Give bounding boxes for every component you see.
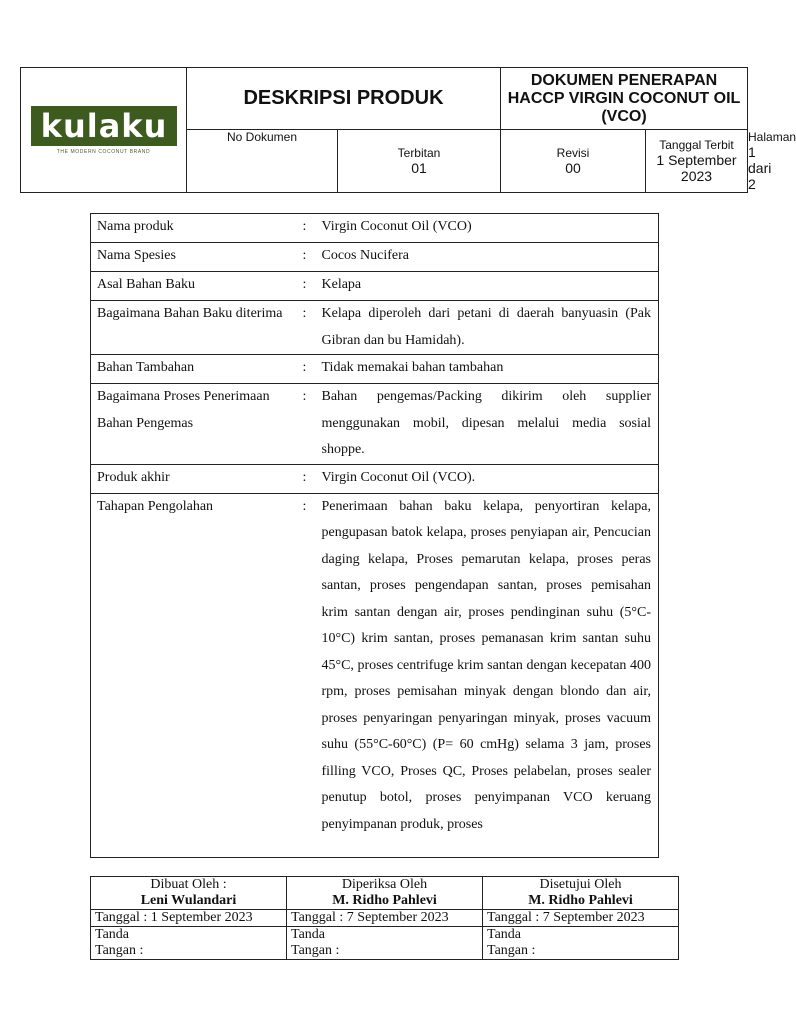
terbitan-cell bbox=[338, 130, 501, 193]
row-value: Bahan pengemas/Packing dikirim oleh supplier menggunakan mobil, dipesan melalui media sosial shoppe. bbox=[322, 384, 659, 465]
row-colon: : bbox=[303, 493, 322, 857]
diperiksa-label: Diperiksa Oleh bbox=[341, 877, 428, 892]
diperiksa-signature-cell bbox=[287, 927, 483, 960]
row-value: Tidak memakai bahan tambahan bbox=[322, 355, 659, 384]
row-label: Bagaimana Proses Penerimaan Bahan Pengemas bbox=[91, 384, 303, 465]
table-row bbox=[91, 464, 659, 493]
tangan-label: Tangan : bbox=[487, 943, 536, 958]
disetujui-name: M. Ridho Pahlevi bbox=[528, 893, 633, 908]
row-label: Asal Bahan Baku bbox=[91, 272, 303, 301]
logo-brand-text: kulaku bbox=[40, 106, 167, 145]
row-label: Nama Spesies bbox=[91, 243, 303, 272]
row-label: Produk akhir bbox=[91, 464, 303, 493]
row-colon: : bbox=[303, 464, 322, 493]
row-colon: : bbox=[303, 301, 322, 355]
tanda-label: Tanda bbox=[95, 927, 130, 942]
tanggal-terbit-value: 1 September 2023 bbox=[656, 152, 737, 184]
row-value-cell bbox=[322, 493, 659, 857]
title-cell bbox=[187, 68, 501, 130]
disetujui-signature-cell bbox=[483, 927, 679, 960]
table-row bbox=[91, 493, 659, 857]
row-colon: : bbox=[303, 272, 322, 301]
dibuat-name: Leni Wulandari bbox=[140, 893, 237, 908]
row-label: Bahan Tambahan bbox=[91, 355, 303, 384]
table-row bbox=[91, 355, 659, 384]
row-label: Tahapan Pengolahan bbox=[91, 493, 303, 857]
doc-title-cell bbox=[501, 68, 748, 130]
table-row bbox=[91, 243, 659, 272]
document-title: DESKRIPSI PRODUK bbox=[243, 87, 444, 109]
revisi-cell bbox=[501, 130, 646, 193]
row-colon: : bbox=[303, 214, 322, 243]
no-dokumen-label: No Dokumen bbox=[226, 130, 298, 144]
diperiksa-date: Tanggal : 7 September 2023 bbox=[287, 910, 483, 927]
tanda-label: Tanda bbox=[291, 927, 326, 942]
logo-tagline: THE MODERN COCONUT BRAND bbox=[56, 148, 151, 155]
terbitan-label: Terbitan bbox=[397, 146, 441, 160]
table-row bbox=[91, 272, 659, 301]
diperiksa-name: M. Ridho Pahlevi bbox=[332, 893, 437, 908]
disetujui-label: Disetujui Oleh bbox=[539, 877, 622, 892]
dibuat-label: Dibuat Oleh : bbox=[150, 877, 227, 892]
tangan-label: Tangan : bbox=[95, 943, 144, 958]
diperiksa-cell bbox=[287, 877, 483, 910]
row-value: Virgin Coconut Oil (VCO). bbox=[322, 464, 659, 493]
dibuat-date: Tanggal : 1 September 2023 bbox=[91, 910, 287, 927]
disetujui-cell bbox=[483, 877, 679, 910]
document-header: kulaku THE MODERN COCONUT BRAND DESKRIPSI PRODUK DOKUMEN PENERAPAN HACCP VIRGIN COCONUT OIL (VCO) No Dokumen Terbitan 01 Revisi 00 Tanggal Terbit 1 September 2023 Halaman 1 dari 2 bbox=[20, 67, 748, 193]
product-description-table bbox=[90, 213, 659, 858]
table-row bbox=[91, 384, 659, 465]
row-label: Bagaimana Bahan Baku diterima bbox=[91, 301, 303, 355]
document-subtitle: DOKUMEN PENERAPAN HACCP VIRGIN COCONUT OIL (VCO) bbox=[507, 71, 741, 125]
tanggal-terbit-label: Tanggal Terbit bbox=[659, 138, 734, 152]
dibuat-cell bbox=[91, 877, 287, 910]
tanggal-terbit-cell bbox=[646, 130, 748, 193]
logo-cell bbox=[21, 68, 187, 193]
row-colon: : bbox=[303, 355, 322, 384]
revisi-label: Revisi bbox=[556, 146, 590, 160]
dibuat-signature-cell bbox=[91, 927, 287, 960]
kulaku-logo bbox=[31, 106, 177, 146]
row-value: Cocos Nucifera bbox=[322, 243, 659, 272]
terbitan-value: 01 bbox=[411, 160, 427, 176]
row-value: Penerimaan bahan baku kelapa, penyortiran kelapa, pengupasan batok kelapa, proses penyiapan air, Pencucian daging kelapa, Proses pemarutan kelapa, proses peras santan, proses pengendapan santan, proses pemisahan krim santan dengan air, proses pendinginan suhu (5°C-10°C) krim santan, proses pemanasan krim santan suhu 45°C, proses centrifuge krim santan dengan kecepatan 400 rpm, proses pemisahan minyak dengan blondo dan air, proses penyaringan penyaringan minyak, proses vacuum suhu (55°C-60°C) (P= 60 cmHg) selama 3 jam, proses filling VCO, Proses QC, Proses pelabelan, proses sealer penutup botol, proses penyimpanan VCO keruang penyimpanan produk, proses bbox=[321, 498, 651, 832]
revisi-value: 00 bbox=[565, 160, 581, 176]
row-colon: : bbox=[303, 384, 322, 465]
row-label: Nama produk bbox=[91, 214, 303, 243]
table-row bbox=[91, 301, 659, 355]
tanda-label: Tanda bbox=[487, 927, 522, 942]
no-dokumen-cell bbox=[187, 130, 338, 193]
row-colon: : bbox=[303, 243, 322, 272]
tangan-label: Tangan : bbox=[291, 943, 340, 958]
row-value: Virgin Coconut Oil (VCO) bbox=[322, 214, 659, 243]
row-value: Kelapa bbox=[322, 272, 659, 301]
signature-table bbox=[90, 876, 679, 960]
disetujui-date: Tanggal : 7 September 2023 bbox=[483, 910, 679, 927]
row-value: Kelapa diperoleh dari petani di daerah banyuasin (Pak Gibran dan bu Hamidah). bbox=[322, 301, 659, 355]
table-row bbox=[91, 214, 659, 243]
